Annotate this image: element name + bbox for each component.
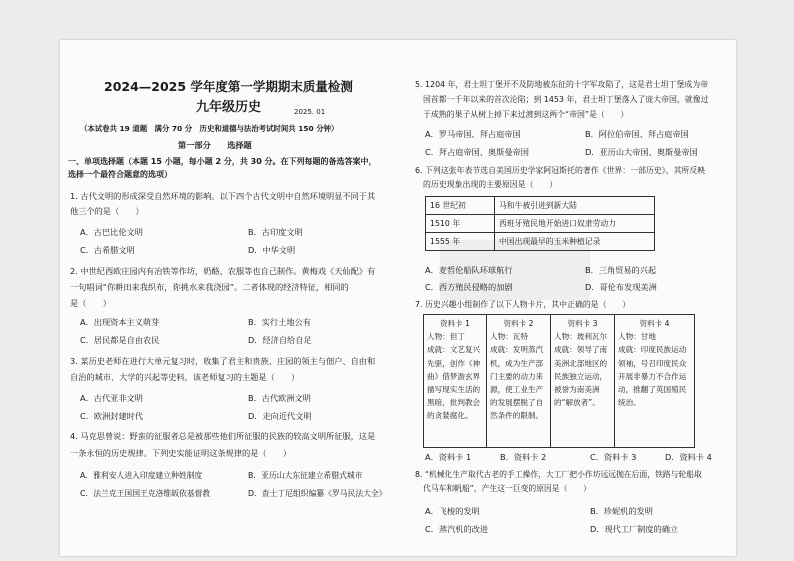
q2-stem-line3: 是（ ） bbox=[70, 298, 111, 308]
q7-stem: 7. 历史兴趣小组制作了以下人物卡片，其中正确的是（ ） bbox=[415, 300, 631, 309]
q8-option-a[interactable]: A．飞梭的发明 bbox=[425, 506, 480, 516]
subject-title: 九年级历史 bbox=[196, 100, 262, 115]
q7-option-a[interactable]: A．资料卡 1 bbox=[425, 452, 472, 462]
q2-option-a[interactable]: A．出现资本主义萌芽 bbox=[80, 317, 160, 327]
q6-row3-year: 1555 年 bbox=[426, 233, 495, 251]
exam-sheet bbox=[60, 40, 736, 556]
q5-option-c[interactable]: C．拜占庭帝国、奥斯曼帝国 bbox=[425, 147, 529, 157]
q1-option-d[interactable]: D．中华文明 bbox=[248, 245, 296, 255]
q8-option-d[interactable]: D．现代工厂制度的确立 bbox=[590, 524, 679, 534]
q7-card-1-header: 资料卡 1 bbox=[439, 319, 471, 328]
q7-option-b[interactable]: B．资料卡 2 bbox=[500, 452, 547, 462]
q5-stem-line3: 于成熟的果子从树上掉下来过渡到这两个“帝国”是（ ） bbox=[423, 110, 629, 119]
q8-stem-line1: 8. “机械化生产取代古老的手工操作，大工厂把小作坊远远抛在后面，铁路与轮船取 bbox=[415, 470, 702, 479]
q6-row2-event: 西班牙殖民地开始进口奴隶劳动力 bbox=[495, 215, 655, 233]
q7-option-c[interactable]: C．资料卡 3 bbox=[590, 452, 637, 462]
q7-card-grid bbox=[423, 314, 695, 448]
q2-option-c[interactable]: C．居民都是自由农民 bbox=[80, 335, 160, 345]
q4-stem-line2: 一条永恒的历史规律。下列史实能证明这条规律的是（ ） bbox=[70, 448, 292, 458]
q3-stem-line1: 3. 某历史老师在进行大单元复习时，收集了君主和贵族、庄园的领主与佃户、自由和 bbox=[70, 356, 376, 366]
q5-stem-line1: 5. 1204 年，君士坦丁堡开不及防地被东征的十字军攻陷了，这是君士坦丁堡成为帝 bbox=[415, 80, 709, 89]
q3-option-d[interactable]: D．走向近代文明 bbox=[248, 411, 312, 421]
q8-option-c[interactable]: C．蒸汽机的改进 bbox=[425, 524, 489, 534]
q2-option-d[interactable]: D．经济自给自足 bbox=[248, 335, 312, 345]
q1-option-a[interactable]: A．古巴比伦文明 bbox=[80, 227, 143, 237]
q7-card-3-body: 人物：玻利瓦尔 成就：领导了南美洲北部地区的民族独立运动，被誉为南美洲的“解放者”。 bbox=[554, 332, 608, 408]
q4-option-a[interactable]: A．雅利安人进入印度建立种姓制度 bbox=[80, 471, 203, 480]
q2-stem-line2: 一句唱词“你耕田来我织布，你挑水来我浇园”。二者体现的经济特征，相同的 bbox=[70, 282, 349, 292]
q4-option-d[interactable]: D．查士丁尼组织编纂《罗马民法大全》 bbox=[248, 489, 387, 498]
q7-card-4-header: 资料卡 4 bbox=[639, 319, 670, 328]
table-row bbox=[426, 197, 655, 215]
q7-card-2-body: 人物：瓦特 成就：发明蒸汽机，成为生产部门主要的动力来源，使工业生产的发展摆脱了自然条件的限制。 bbox=[490, 332, 544, 421]
q3-stem-line2: 自治的城市、大学的兴起等史料，该老师复习的主题是（ ） bbox=[70, 372, 300, 382]
q6-row3-event: 中国出现最早的玉米种植记录 bbox=[495, 233, 655, 251]
q3-option-a[interactable]: A．古代亚非文明 bbox=[80, 393, 143, 403]
table-row bbox=[426, 233, 655, 251]
q5-option-a[interactable]: A．罗马帝国、拜占庭帝国 bbox=[425, 129, 521, 139]
exam-date: 2025. 01 bbox=[294, 108, 326, 116]
q7-card-3-header: 资料卡 3 bbox=[567, 319, 598, 328]
q6-row1-event: 马和牛被引进到新大陆 bbox=[495, 197, 655, 215]
q4-stem-line1: 4. 马克思曾说：野蛮的征服者总是被那些他们所征服的民族的较高文明所征服，这是 bbox=[70, 431, 376, 441]
q1-stem-line2: 他三个的是（ ） bbox=[70, 206, 144, 216]
q2-option-b[interactable]: B．实行土地公有 bbox=[248, 317, 311, 327]
q2-stem-line1: 2. 中世纪西欧庄园内有冶铁等作坊，奶酪、农服等也自己制作。黄梅戏《天仙配》有 bbox=[70, 266, 376, 276]
q4-option-b[interactable]: B．亚历山大东征建立希腊式城市 bbox=[248, 471, 363, 480]
section1-heading-line2: 选择一个最符合题意的选项） bbox=[68, 170, 172, 179]
q5-option-b[interactable]: B．阿拉伯帝国、拜占庭帝国 bbox=[585, 129, 689, 139]
q8-option-b[interactable]: B．珍妮机的发明 bbox=[590, 506, 653, 516]
table-row bbox=[426, 215, 655, 233]
q7-card-1-body: 人物：但丁 成就：文艺复兴先驱，创作《神曲》借梦游玄界描写现实生活的黑暗，批判教会的贪婪腐化。 bbox=[427, 332, 481, 421]
q4-option-c[interactable]: C．法兰克王国国王克洛维皈依基督教 bbox=[80, 489, 211, 498]
q6-row2-year: 1510 年 bbox=[426, 215, 495, 233]
q7-card-2 bbox=[487, 314, 551, 448]
q6-row1-year: 16 世纪初 bbox=[426, 197, 495, 215]
q6-option-c[interactable]: C．西方殖民侵略的加剧 bbox=[425, 282, 513, 292]
q5-option-d[interactable]: D．亚历山大帝国、奥斯曼帝国 bbox=[585, 147, 698, 157]
q3-option-b[interactable]: B．古代欧洲文明 bbox=[248, 393, 311, 403]
q6-stem-line2: 的历史现象出现的主要原因是（ ） bbox=[423, 180, 558, 189]
q7-option-d[interactable]: D．资料卡 4 bbox=[665, 452, 712, 462]
q5-stem-line2: 国首都一千年以来的首次沦陷；到 1453 年，君士坦丁堡落入了庞大帝国，就像过 bbox=[423, 95, 709, 104]
q7-card-4 bbox=[615, 314, 695, 448]
q7-card-1 bbox=[423, 314, 487, 448]
q7-card-4-body: 人物：甘地 成就：印度民族运动领袖，号召印度民众开展非暴力不合作运动，推翻了英国殖民统治。 bbox=[618, 332, 687, 408]
q8-stem-line2: 代马车和帆船”，产生这一巨变的原因是（ ） bbox=[423, 484, 591, 493]
q7-card-3 bbox=[551, 314, 615, 448]
q1-option-b[interactable]: B．古印度文明 bbox=[248, 227, 303, 237]
q1-option-c[interactable]: C．古希腊文明 bbox=[80, 245, 135, 255]
q6-option-a[interactable]: A．麦哲伦船队环球航行 bbox=[425, 265, 513, 275]
q6-stem-line1: 6. 下列这张年表节选自美国历史学家阿冠斯托的著作《世界：一部历史》，其所反映 bbox=[415, 166, 706, 175]
q6-option-d[interactable]: D．哥伦布发现美洲 bbox=[585, 282, 657, 292]
exam-note: （本试卷共 19 道题 满分 70 分 历史和道德与法治考试时间共 150 分钟） bbox=[80, 124, 339, 133]
q7-card-2-header: 资料卡 2 bbox=[503, 319, 534, 328]
q6-timeline-table bbox=[425, 196, 655, 251]
part-heading: 第一部分 选择题 bbox=[178, 140, 252, 150]
exam-title: 2024—2025 学年度第一学期期末质量检测 bbox=[104, 79, 353, 94]
section1-heading-line1: 一、单项选择题（本题 15 小题，每小题 2 分，共 30 分。在下列每题的备选答案中， bbox=[68, 157, 377, 166]
q1-stem-line1: 1. 古代文明的形成深受自然环境的影响。以下四个古代文明中自然环境明显不同于其 bbox=[70, 191, 376, 201]
q6-option-b[interactable]: B．三角贸易的兴起 bbox=[585, 265, 657, 275]
q3-option-c[interactable]: C．欧洲封建时代 bbox=[80, 411, 144, 421]
